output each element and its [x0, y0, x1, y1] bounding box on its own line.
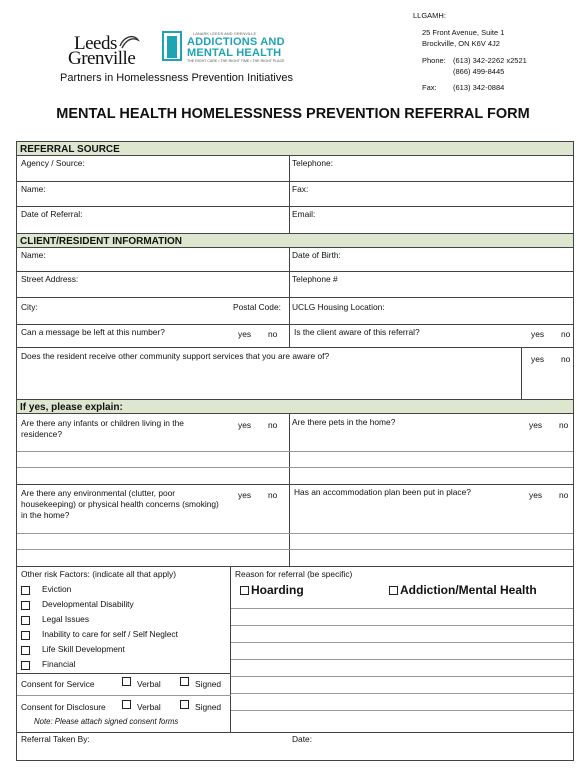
- divider: [17, 297, 573, 298]
- support-no[interactable]: no: [561, 354, 571, 364]
- answer-line: [231, 710, 573, 711]
- answer-line: [231, 625, 573, 626]
- divider: [230, 566, 231, 732]
- fax-number: (613) 342-0884: [453, 83, 505, 92]
- service-signed-checkbox[interactable]: [180, 677, 189, 686]
- divider: [17, 566, 573, 567]
- infants-question: Are there any infants or children living in the residence?: [21, 418, 184, 439]
- answer-line: [17, 533, 573, 534]
- support-yes[interactable]: yes: [531, 354, 545, 364]
- divider: [289, 413, 290, 566]
- date-of-referral-label: Date of Referral:: [21, 209, 83, 219]
- date-of-birth-label: Date of Birth:: [292, 250, 341, 260]
- env-no[interactable]: no: [268, 490, 278, 500]
- eviction-checkbox[interactable]: [21, 586, 30, 595]
- developmental-disability-checkbox[interactable]: [21, 601, 30, 610]
- partners-text: Partners in Homelessness Prevention Initiatives: [60, 72, 293, 84]
- logo-leeds-text: Leeds: [74, 33, 117, 54]
- infants-yes[interactable]: yes: [238, 420, 252, 430]
- client-name-label: Name:: [21, 250, 46, 260]
- address-line1: 25 Front Avenue, Suite 1: [422, 28, 505, 37]
- hoarding-label: Hoarding: [251, 583, 304, 597]
- phone-number-2: (866) 499-8445: [453, 67, 505, 76]
- financial-checkbox[interactable]: [21, 661, 30, 670]
- environmental-question: Are there any environmental (clutter, poor housekeeping) or physical health concerns (smoking) in the home?: [21, 488, 219, 520]
- risk-item-financial: Financial: [42, 659, 76, 669]
- pets-no[interactable]: no: [559, 420, 569, 430]
- plan-question: Has an accommodation plan been put in place?: [294, 487, 471, 497]
- divider: [17, 484, 573, 485]
- telephone-label: Telephone:: [292, 158, 333, 168]
- infants-no[interactable]: no: [268, 420, 278, 430]
- answer-line: [231, 642, 573, 643]
- divider: [17, 324, 573, 325]
- message-yes[interactable]: yes: [238, 329, 252, 339]
- pets-question: Are there pets in the home?: [292, 417, 396, 427]
- support-question: Does the resident receive other community support services that you are aware of?: [21, 351, 330, 361]
- amh-logo-small: LANARK LEEDS AND GRENVILLE: [193, 31, 257, 36]
- divider: [17, 673, 231, 674]
- divider: [17, 732, 573, 733]
- risk-item-legal: Legal Issues: [42, 614, 90, 624]
- street-address-label: Street Address:: [21, 274, 79, 284]
- amh-logo-line1: ADDICTIONS AND: [187, 36, 285, 48]
- answer-line: [17, 451, 573, 452]
- aware-question: Is the client aware of this referral?: [294, 327, 420, 337]
- risk-item-developmental: Developmental Disability: [42, 599, 134, 609]
- message-question: Can a message be left at this number?: [21, 327, 165, 337]
- divider: [521, 348, 522, 399]
- answer-line: [231, 693, 573, 694]
- consent-note: Note: Please attach signed consent forms: [34, 717, 179, 726]
- addiction-checkbox[interactable]: [389, 586, 398, 595]
- postal-code-label: Postal Code:: [233, 302, 281, 312]
- disclosure-signed-checkbox[interactable]: [180, 700, 189, 709]
- disclosure-verbal-checkbox[interactable]: [122, 700, 131, 709]
- risk-factors-heading: Other risk Factors: (indicate all that apply): [21, 569, 176, 579]
- answer-line: [231, 676, 573, 677]
- city-label: City:: [21, 302, 38, 312]
- service-verbal-checkbox[interactable]: [122, 677, 131, 686]
- form-title: MENTAL HEALTH HOMELESSNESS PREVENTION REFERRAL FORM: [56, 106, 530, 122]
- address-line2: Brockville, ON K6V 4J2: [422, 39, 500, 48]
- answer-line: [17, 549, 573, 550]
- risk-item-eviction: Eviction: [42, 584, 72, 594]
- referral-source-header: REFERRAL SOURCE: [17, 141, 573, 156]
- risk-item-life-skill: Life Skill Development: [42, 644, 125, 654]
- risk-item-self-neglect: Inability to care for self / Self Neglect: [42, 629, 178, 639]
- reason-heading: Reason for referral (be specific): [235, 569, 353, 579]
- aware-yes[interactable]: yes: [531, 329, 545, 339]
- legal-issues-checkbox[interactable]: [21, 616, 30, 625]
- answer-line: [231, 608, 573, 609]
- divider: [289, 155, 290, 233]
- footer-date-label: Date:: [292, 734, 313, 744]
- plan-yes[interactable]: yes: [529, 490, 543, 500]
- addiction-label: Addiction/Mental Health: [400, 583, 537, 597]
- phone-label: Phone:: [422, 56, 446, 65]
- amh-logo-line2: MENTAL HEALTH: [187, 47, 282, 59]
- referral-taken-by-label: Referral Taken By:: [21, 734, 90, 744]
- consent-disclosure-label: Consent for Disclosure: [21, 702, 106, 712]
- self-neglect-checkbox[interactable]: [21, 631, 30, 640]
- answer-line: [17, 467, 573, 468]
- amh-logo-tagline: THE RIGHT CARE • THE RIGHT TIME • THE RIGHT PLACE: [187, 59, 285, 63]
- logo-grenville-text: Grenville: [68, 48, 136, 69]
- agency-label: Agency / Source:: [21, 158, 85, 168]
- aware-no[interactable]: no: [561, 329, 571, 339]
- name-label: Name:: [21, 184, 46, 194]
- uclg-housing-label: UCLG Housing Location:: [292, 302, 385, 312]
- env-yes[interactable]: yes: [238, 490, 252, 500]
- client-info-header: CLIENT/RESIDENT INFORMATION: [17, 233, 573, 248]
- door-icon: [162, 31, 182, 61]
- form-bottom-border: [16, 760, 574, 761]
- divider: [17, 206, 573, 207]
- hoarding-checkbox[interactable]: [240, 586, 249, 595]
- consent-service-label: Consent for Service: [21, 679, 95, 689]
- org-name: LLGAMH:: [413, 11, 446, 20]
- pets-yes[interactable]: yes: [529, 420, 543, 430]
- phone-number-1: (613) 342-2262 x2521: [453, 56, 527, 65]
- client-telephone-label: Telephone #: [292, 274, 338, 284]
- message-no[interactable]: no: [268, 329, 278, 339]
- divider: [17, 271, 573, 272]
- disclosure-signed-label: Signed: [195, 702, 222, 712]
- fax-label: Fax:: [422, 83, 437, 92]
- life-skill-checkbox[interactable]: [21, 646, 30, 655]
- form-right-border: [573, 141, 574, 761]
- service-signed-label: Signed: [195, 679, 222, 689]
- answer-line: [231, 659, 573, 660]
- divider: [17, 181, 573, 182]
- service-verbal-label: Verbal: [137, 679, 161, 689]
- divider: [17, 695, 231, 696]
- email-label: Email:: [292, 209, 316, 219]
- logo-swirl-icon: [118, 34, 142, 50]
- if-yes-header: If yes, please explain:: [17, 399, 573, 414]
- fax-field-label: Fax:: [292, 184, 309, 194]
- plan-no[interactable]: no: [559, 490, 569, 500]
- disclosure-verbal-label: Verbal: [137, 702, 161, 712]
